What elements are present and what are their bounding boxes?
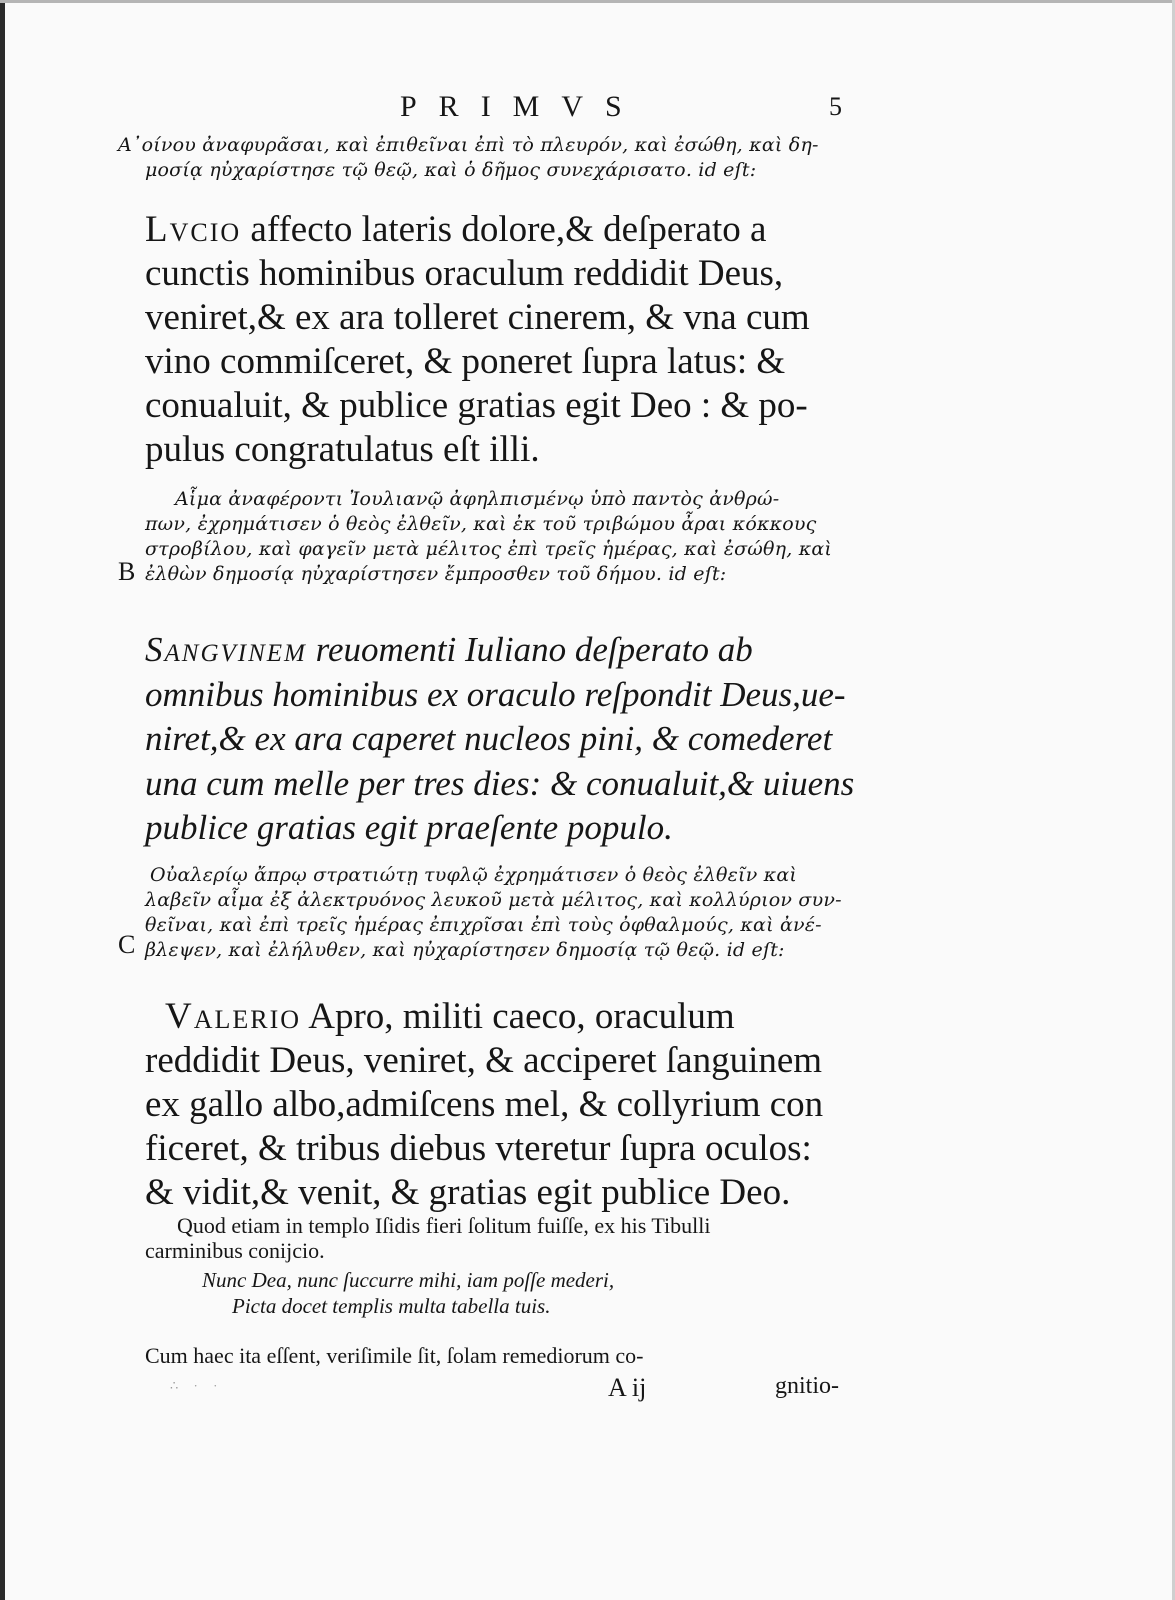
latin-3-line: Valerio Apro, militi caeco, oraculum [165,996,735,1037]
verse-line: Picta docet templis multa tabella tuis. [232,1294,551,1318]
running-title: PRIMVS [400,90,644,123]
greek-3-line: λαβεῖν αἷμα ἐξ ἀλεκτρυόνος λευκοῦ μετὰ μέλιτος, καὶ κολλύριον συν- [145,889,842,911]
tibullus-verse [202,1267,947,1319]
print-specks: ∴ · · [170,1378,224,1393]
commentary-line: carminibus conijcio. [145,1238,325,1263]
commentary-line: Quod etiam in templo Iſidis fieri ſolitum fuiſſe, ex his Tibulli [177,1213,711,1238]
greek-passage-2 [145,487,890,587]
latin-1-line: vino commiſceret, & poneret ſupra latus: & [145,341,786,382]
latin-1-line: veniret,& ex ara tolleret cinerem, & vna cum [145,297,810,338]
greek-3-line: θεῖναι, καὶ ἐπὶ τρεῖς ἡμέρας ἐπιχρῖσαι ἐπὶ τοὺς ὀφθαλμούς, καὶ ἀνέ- [145,914,822,936]
greek-2-line: πων, ἐχρημάτισεν ὁ θεὸς ἐλθεῖν, καὶ ἐκ τοῦ τριβώμου ἆραι κόκκους [145,513,817,535]
latin-3-line: ficeret, & tribus diebus vteretur ſupra oculos: [145,1128,812,1169]
latin-3-line: & vidit,& venit, & gratias egit publice Deo. [145,1172,791,1213]
latin-1-line: pulus congratulatus eſt illi. [145,429,540,470]
greek-3-line: βλεψεν, καὶ ἐλήλυθεν, καὶ ηὐχαρίστησεν δημοσίᾳ τῷ θεῷ. id eſt: [145,939,785,961]
greek-passage-1 [118,133,863,183]
signature-mark: A ij [608,1373,647,1402]
latin-2-line: omnibus hominibus ex oraculo reſpondit Deus,ue- [145,674,846,714]
greek-2-line: στροβίλου, καὶ φαγεῖν μετὰ μέλιτος ἐπὶ τρεῖς ἡμέρας, καὶ ἐσώθη, καὶ [145,538,833,560]
margin-letter-c: C [118,930,136,959]
catchword: gnitio- [775,1373,839,1399]
scan-top-edge [0,0,1175,3]
margin-letter-b: B [118,557,136,586]
page-number: 5 [829,92,842,121]
lead-word: Lvcio [145,209,242,250]
lead-word: Sangvinem [145,630,307,669]
greek-1-line: Α᾿οίνου ἀναφυρᾶσαι, καὶ ἐπιθεῖναι ἐπὶ τὸ πλευρόν, καὶ ἐσώθη, καὶ δη- [118,134,819,156]
latin-3-line: reddidit Deus, veniret, & acciperet ſanguinem [145,1040,823,1081]
greek-2-line: Αἷμα ἀναφέροντι Ἰουλιανῷ ἀφηλπισμένῳ ὑπὸ παντὸς ἀνθρώ- [175,488,780,510]
latin-1-line: conualuit, & publice gratias egit Deo : & po- [145,385,808,426]
scan-left-edge [0,0,5,1600]
lead-word: Valerio [165,996,302,1037]
closing-line: Cum haec ita eſſent, veriſimile ſit, ſolam remediorum co- [145,1343,644,1368]
verse-line: Nunc Dea, nunc ſuccurre mihi, iam poſſe mederi, [202,1268,615,1292]
latin-passage-1 [145,208,890,472]
closing-paragraph [145,1343,890,1368]
latin-3-line: ex gallo albo,admiſcens mel, & collyrium con [145,1084,824,1125]
latin-2-line: niret,& ex ara caperet nucleos pini, & comederet [145,719,833,758]
latin-2-line: Sangvinem reuomenti Iuliano deſperato ab [145,630,753,669]
latin-1-line: cunctis hominibus oraculum reddidit Deus, [145,253,784,294]
greek-2-line: ἐλθὼν δημοσίᾳ ηὐχαρίστησεν ἔμπροσθεν τοῦ δήμου. id eſt: [145,563,727,585]
latin-2-line: una cum melle per tres dies: & conualuit,& uiuens [145,763,855,803]
latin-2-line: publice gratias egit praeſente populo. [145,808,673,847]
latin-passage-2 [145,628,890,851]
latin-1-line: Lvcio affecto lateris dolore,& deſperato a [145,209,767,250]
greek-3-line: Οὐαλερίῳ ἄπρῳ στρατιώτῃ τυφλῷ ἐχρημάτισεν ὁ θεὸς ἐλθεῖν καὶ [150,864,798,886]
greek-1-line: μοσίᾳ ηὐχαρίστησε τῷ θεῷ, καὶ ὁ δῆμος συνεχάρισατο. id eſt: [145,159,757,181]
latin-passage-3 [145,995,890,1215]
greek-passage-3 [145,863,890,963]
commentary [145,1213,890,1263]
